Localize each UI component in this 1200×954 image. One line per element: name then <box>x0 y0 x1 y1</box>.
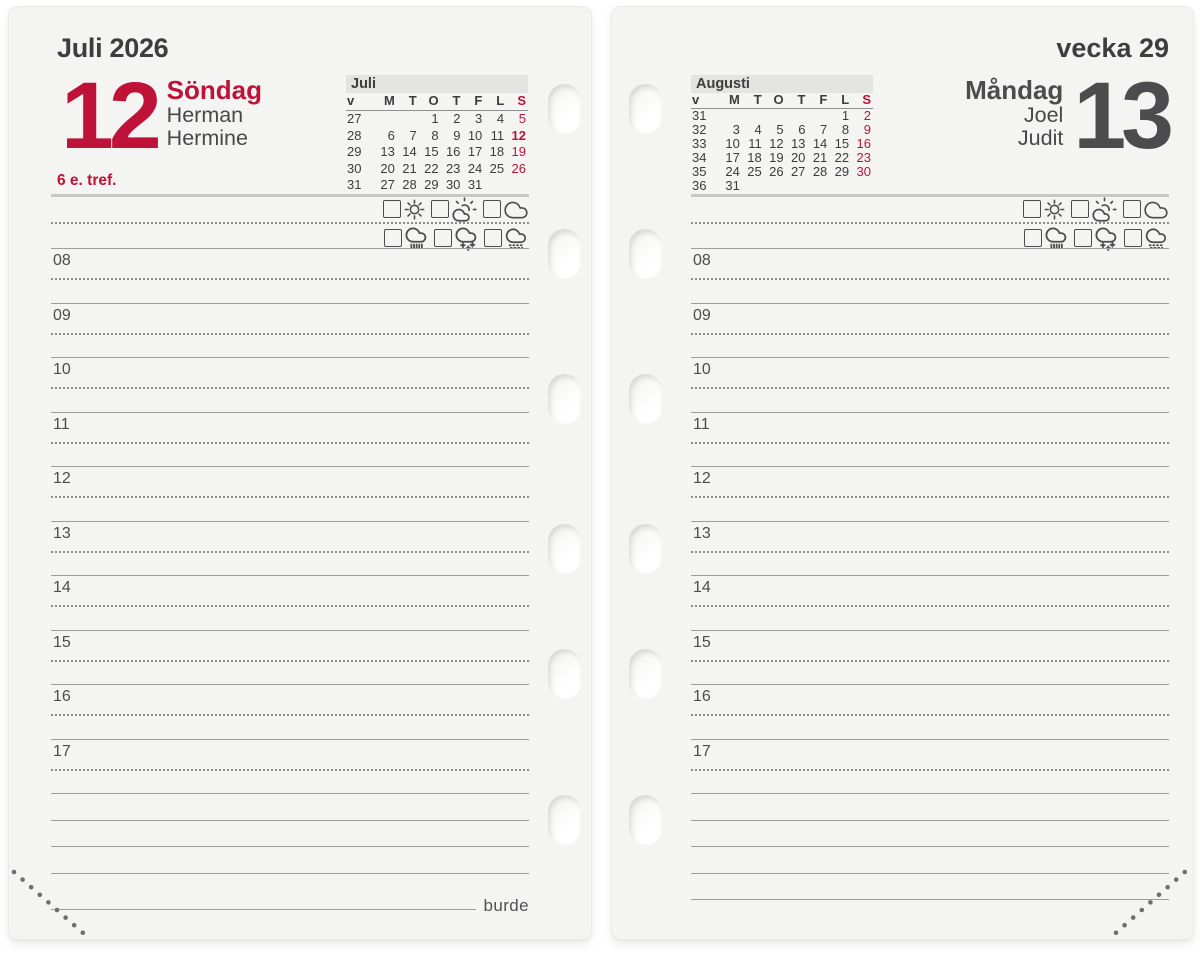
weather-row-1 <box>378 197 529 221</box>
weather-checkbox-rain[interactable] <box>1024 229 1042 247</box>
binder-hole <box>629 524 662 574</box>
cloud-icon <box>1143 199 1169 220</box>
notes-line <box>51 909 476 910</box>
hour-row-15 <box>51 630 529 684</box>
hour-label: 17 <box>693 742 711 760</box>
mini-calendar-week-row: 32 3 4 5 6 7 8 9 <box>692 122 871 137</box>
mini-calendar-week-row: 33 10 11 12 13 14 15 16 <box>692 136 871 151</box>
binder-hole <box>629 84 662 134</box>
weather-checkbox-sun[interactable] <box>383 200 401 218</box>
hour-row-11 <box>51 412 529 466</box>
mini-calendar-header-row: v M T O T F L S <box>346 93 528 111</box>
hour-row-17 <box>691 739 1169 793</box>
hour-row-16 <box>691 684 1169 738</box>
hour-row-16 <box>51 684 529 738</box>
perforation-dots <box>11 868 89 938</box>
weather-checkbox-fog[interactable] <box>1124 229 1142 247</box>
week-number-label: vecka 29 <box>1056 33 1169 63</box>
hour-label: 16 <box>693 688 711 705</box>
hour-row-09 <box>691 303 1169 357</box>
notes-line <box>51 820 529 821</box>
hour-label: 10 <box>53 361 71 378</box>
hour-row-13 <box>51 521 529 575</box>
sun-icon <box>1043 198 1066 221</box>
mini-calendar-title: Augusti <box>691 75 873 93</box>
name-day: Herman <box>166 103 244 127</box>
mini-calendar-title: Juli <box>346 75 528 93</box>
notes-dotted-line <box>691 222 1169 224</box>
hour-row-17 <box>51 739 529 793</box>
hour-label: 08 <box>693 252 711 269</box>
binder-hole <box>629 229 662 279</box>
notes-line <box>51 873 529 874</box>
rain-icon <box>404 226 429 251</box>
day-header <box>965 63 1169 169</box>
notes-dotted-line <box>51 222 529 224</box>
name-day: Judit <box>1017 125 1064 150</box>
hour-row-10 <box>691 357 1169 411</box>
weather-row-2 <box>379 226 529 250</box>
hour-label: 10 <box>693 361 711 378</box>
weather-checkbox-snow[interactable] <box>1074 229 1092 247</box>
notes-line-with-brand <box>51 896 529 919</box>
mini-calendar-week-row: 36 31 <box>692 178 740 193</box>
hour-label: 15 <box>53 633 71 651</box>
binder-hole <box>548 795 581 845</box>
hour-row-09 <box>51 303 529 357</box>
name-day: Hermine <box>166 125 248 150</box>
hour-label: 14 <box>53 579 71 596</box>
sun-icon <box>403 198 426 221</box>
mini-calendar-week-row: 28 6 7 8 9 10 11 12 <box>347 127 526 143</box>
fog-icon <box>504 227 529 249</box>
liturgical-note: 6 e. tref. <box>57 172 117 189</box>
weather-checkbox-cloudy[interactable] <box>1123 200 1141 218</box>
weather-row-2 <box>1019 226 1169 250</box>
day-header <box>61 63 263 169</box>
right-page <box>611 6 1194 940</box>
notes-line <box>691 846 1169 847</box>
hour-row-12 <box>51 466 529 520</box>
notes-line <box>691 793 1169 794</box>
hour-label: 16 <box>53 688 71 705</box>
weather-checkbox-cloudy[interactable] <box>483 200 501 218</box>
mini-calendar-week-row: 34 17 18 19 20 21 22 23 <box>692 150 871 165</box>
weather-checkbox-fog[interactable] <box>484 229 502 247</box>
hour-row-15 <box>691 630 1169 684</box>
notes-line <box>691 820 1169 821</box>
weather-checkbox-partly-cloudy[interactable] <box>431 200 449 218</box>
hour-label: 13 <box>693 524 711 542</box>
hour-label: 12 <box>693 470 711 487</box>
rain-icon <box>1044 226 1069 251</box>
month-title: Juli 2026 <box>57 33 169 63</box>
day-name: Söndag <box>166 75 263 105</box>
notes-line <box>691 873 1169 874</box>
left-page <box>8 6 592 940</box>
hour-label: 11 <box>53 415 70 433</box>
weather-checkbox-partly-cloudy[interactable] <box>1071 200 1089 218</box>
day-number: 13 <box>1073 63 1169 169</box>
mini-calendar-week-row: 27 1 2 3 4 5 <box>347 111 526 126</box>
hour-label: 09 <box>53 306 71 324</box>
mini-calendar-week-row: 35 24 25 26 27 28 29 30 <box>692 164 871 179</box>
mini-calendar-header-row: v M T O T F L S <box>692 92 871 107</box>
weather-checkbox-sun[interactable] <box>1023 200 1041 218</box>
mini-calendar-augusti <box>691 75 873 193</box>
day-number: 12 <box>61 63 157 169</box>
notes-line <box>691 899 1169 900</box>
hour-label: 14 <box>693 579 711 596</box>
mini-calendar-juli <box>346 75 528 194</box>
hour-label: 15 <box>693 633 711 651</box>
hour-row-13 <box>691 521 1169 575</box>
notes-line <box>51 846 529 847</box>
binder-hole <box>629 649 662 699</box>
sun-behind-cloud-icon <box>1091 197 1118 222</box>
hour-label: 17 <box>53 742 71 760</box>
hour-label: 08 <box>53 252 71 269</box>
weather-checkbox-snow[interactable] <box>434 229 452 247</box>
binder-hole <box>629 795 662 845</box>
name-day: Joel <box>1023 103 1064 127</box>
hour-row-10 <box>51 357 529 411</box>
snow-icon <box>1094 226 1119 251</box>
hour-label: 09 <box>693 306 711 324</box>
mini-calendar-week-row: 29 13 14 15 16 17 18 19 <box>347 144 526 160</box>
binder-hole <box>548 649 581 699</box>
fog-icon <box>1144 227 1169 249</box>
hour-row-12 <box>691 466 1169 520</box>
hour-row-14 <box>51 575 529 629</box>
hour-row-11 <box>691 412 1169 466</box>
binder-hole <box>548 229 581 279</box>
sun-behind-cloud-icon <box>451 197 478 222</box>
mini-calendar-week-row: 30 20 21 22 23 24 25 26 <box>347 160 526 176</box>
binder-hole <box>548 524 581 574</box>
brand-logo: burde <box>483 896 529 915</box>
mini-calendar-today: 12 <box>511 127 526 143</box>
hour-label: 12 <box>53 470 71 487</box>
mini-calendar-week-row: 31 1 2 <box>692 108 871 123</box>
notes-line <box>51 793 529 794</box>
hour-label: 13 <box>53 524 71 542</box>
hour-row-14 <box>691 575 1169 629</box>
hour-label: 11 <box>693 415 710 433</box>
binder-hole <box>548 374 581 424</box>
binder-hole <box>629 374 662 424</box>
weather-checkbox-rain[interactable] <box>384 229 402 247</box>
binder-hole <box>548 84 581 134</box>
weather-row-1 <box>1018 197 1169 221</box>
mini-calendar-week-row: 31 27 28 29 30 31 <box>347 177 483 193</box>
hour-row-08 <box>691 248 1169 302</box>
perforation-dots <box>1113 868 1191 938</box>
snow-icon <box>454 226 479 251</box>
day-name: Måndag <box>965 75 1064 105</box>
cloud-icon <box>503 199 529 220</box>
hour-row-08 <box>51 248 529 302</box>
